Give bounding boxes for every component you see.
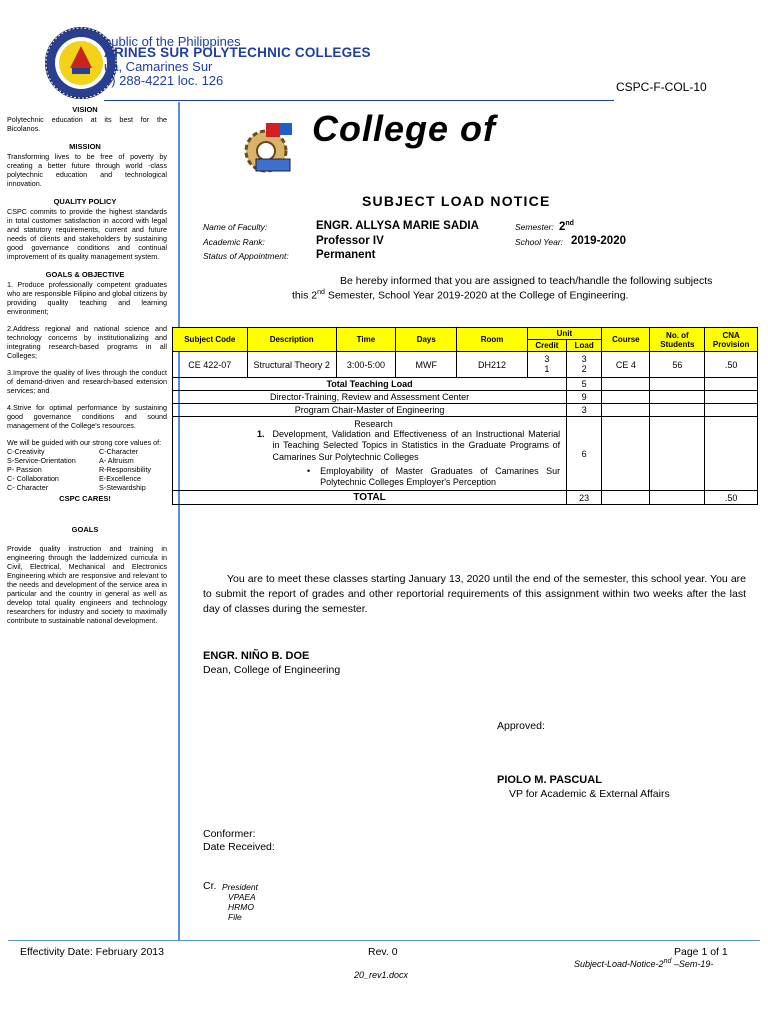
- chair-value: 3: [567, 404, 602, 417]
- total-teaching-value: 5: [567, 378, 602, 391]
- core-value: P- Passion: [7, 465, 42, 474]
- quality-policy-heading: QUALITY POLICY: [53, 197, 117, 206]
- faculty-label: Name of Faculty:: [203, 222, 268, 232]
- cell-load: 3 2: [567, 352, 602, 378]
- research-cell: [173, 417, 567, 491]
- core-value: S-Service-Orientation: [7, 456, 76, 465]
- file-name: Subject-Load-Notice-2nd –Sem-19-: [574, 958, 714, 969]
- appointment-status: Permanent: [316, 249, 376, 261]
- cell-room: DH212: [457, 352, 527, 378]
- effectivity-date: Effectivity Date: February 2013: [20, 946, 164, 958]
- cell-code: CE 422-07: [173, 352, 248, 378]
- rank-label: Academic Rank:: [203, 237, 265, 247]
- subject-load-table: [172, 327, 758, 505]
- cc-vpaea: VPAEA: [228, 892, 256, 902]
- sidebar-divider: [178, 102, 180, 940]
- vision-heading: VISION: [72, 105, 98, 114]
- goals-heading: GOALS: [71, 525, 99, 534]
- header-students: No. of Students: [650, 328, 705, 352]
- cc-president: President: [222, 882, 258, 892]
- school-year-value: 2019-2020: [571, 235, 626, 247]
- dean-title: Dean, College of Engineering: [203, 664, 341, 676]
- goal-4: 4.Strive for optimal performance by sustaining good governance conditions and sound management of the College's resources.: [7, 403, 167, 430]
- intro-line-1: Be hereby informed that you are assigned to teach/handle the following subjects: [340, 275, 713, 287]
- revision: Rev. 0: [368, 946, 398, 958]
- header-country: public of the Philippines: [104, 34, 241, 49]
- director-value: 9: [567, 391, 602, 404]
- intro-line-2: this 2nd Semester, School Year 2019-2020 at the College of Engineering.: [292, 289, 629, 302]
- goal-1: 1. Produce professionally competent graduates who are responsible Filipino and global citizens by providing quality teaching and learning environment;: [7, 280, 167, 316]
- goals-text: Provide quality instruction and training in engineering through the laddernized curricula in Civil, Electrical, Mechanical and Electronics Engineering which are responsive and relevant to the needs and development of the service area in particular and the country in general as well as develop total quality engineers and technology researchers for industry and society to maximally contribute to sustainable national development.: [7, 544, 167, 625]
- research-item-1: 1. Development, Validation and Effectiveness of an Instructional Material in Teaching Selected Topics in Statistics in the Graduate Programs of Camarines Sur Polytechnic Colleges: [257, 429, 561, 462]
- total-row: [173, 491, 758, 505]
- chair-row: [173, 404, 758, 417]
- core-value: C-Character: [99, 447, 139, 456]
- mission-text: Transforming lives to be free of poverty by creating a better future through world -class polytechnic education and technological innovation.: [7, 152, 167, 188]
- mission-heading: MISSION: [69, 142, 101, 151]
- header-time: Time: [336, 328, 395, 352]
- goal-3: 3.Improve the quality of lives through the conduct of demand-driven and research-based extension services; and: [7, 368, 167, 395]
- director-label: Director-Training, Review and Assessment Center: [173, 391, 567, 404]
- footer-divider: [8, 940, 760, 941]
- cspc-cares: CSPC CARES!: [59, 494, 111, 503]
- header-divider: [104, 100, 614, 101]
- header-school-name: ARINES SUR POLYTECHNIC COLLEGES: [104, 45, 371, 60]
- core-value: E-Excellence: [99, 474, 141, 483]
- form-code: CSPC-F-COL-10: [616, 80, 707, 94]
- core-values-intro: We will be guided with our strong core values of:: [7, 438, 162, 447]
- chair-label: Program Chair-Master of Engineering: [173, 404, 567, 417]
- vision-text: Polytechnic education at its best for the Bicolanos.: [7, 115, 167, 133]
- core-value: C-Creativity: [7, 447, 45, 456]
- vp-title: VP for Academic & External Affairs: [509, 788, 670, 800]
- header-cna: CNA Provision: [705, 328, 758, 352]
- cell-students: 56: [650, 352, 705, 378]
- header-days: Days: [396, 328, 457, 352]
- header-subject-code: Subject Code: [173, 328, 248, 352]
- header-load: Load: [567, 340, 602, 352]
- status-label: Status of Appointment:: [203, 251, 289, 261]
- core-values-list: [0, 447, 170, 492]
- total-teaching-row: [173, 378, 758, 391]
- table-row: [173, 352, 758, 378]
- header-course: Course: [602, 328, 650, 352]
- sidebar-vmgo: [0, 103, 170, 943]
- semester-value: 2nd: [559, 220, 574, 233]
- dean-name: ENGR. NIÑO B. DOE: [203, 650, 310, 662]
- quality-policy-text: CSPC commits to provide the highest standards in total customer satisfaction in accord with legal and statutory requirements, current and future needs of clients and stakeholders by sustaining good governance conditions and continual improvement of its quality management system.: [7, 207, 167, 261]
- faculty-name: ENGR. ALLYSA MARIE SADIA: [316, 220, 479, 232]
- core-value: R-Responsibility: [99, 465, 151, 474]
- document-title: SUBJECT LOAD NOTICE: [362, 193, 551, 209]
- academic-rank: Professor IV: [316, 235, 384, 247]
- table-header-row: [173, 328, 758, 340]
- header-unit: Unit: [527, 328, 602, 340]
- file-name-cont: 20_rev1.docx: [354, 970, 409, 980]
- cc-file: File: [228, 912, 242, 922]
- header-description: Description: [247, 328, 336, 352]
- semester-label: Semester:: [515, 222, 554, 232]
- research-value: 6: [567, 417, 602, 491]
- research-item-2: • Employability of Master Graduates of Camarines Sur Polytechnic Colleges Employer's Perception: [307, 465, 561, 487]
- cell-description: Structural Theory 2: [247, 352, 336, 378]
- cell-days: MWF: [396, 352, 457, 378]
- cell-course: CE 4: [602, 352, 650, 378]
- research-label: Research: [354, 419, 393, 429]
- coe-logo: [236, 115, 306, 175]
- vp-name: PIOLO M. PASCUAL: [497, 774, 602, 786]
- header-credit: Credit: [527, 340, 566, 352]
- core-value: C- Collaboration: [7, 474, 59, 483]
- total-teaching-label: Total Teaching Load: [173, 378, 567, 391]
- research-row: [173, 417, 758, 491]
- core-value: S-Stewardship: [99, 483, 146, 492]
- college-title: College of: [312, 108, 497, 149]
- goals-objective-heading: GOALS & OBJECTIVE: [45, 270, 125, 279]
- core-value: A- Altruism: [99, 456, 134, 465]
- conformer-label: Conformer:: [203, 828, 256, 840]
- cell-time: 3:00-5:00: [336, 352, 395, 378]
- instructions-paragraph: You are to meet these classes starting January 13, 2020 until the end of the semester, this school year. You are to submit the report of grades and other reportorial requirements of this assignment within two weeks after the last day of classes during the semester.: [203, 573, 746, 615]
- date-received-label: Date Received:: [203, 841, 275, 853]
- cell-credit: 3 1: [527, 352, 566, 378]
- director-row: [173, 391, 758, 404]
- page-number: Page 1 of 1: [674, 946, 728, 958]
- cc-label: Cr.: [203, 880, 217, 892]
- header-address: ua, Camarines Sur: [104, 59, 213, 74]
- total-cna: .50: [705, 491, 758, 505]
- core-value: C- Character: [7, 483, 49, 492]
- cc-hrmo: HRMO: [228, 902, 254, 912]
- header-phone: 4) 288-4221 loc. 126: [104, 73, 224, 88]
- total-label: TOTAL: [173, 491, 567, 505]
- goal-2: 2.Address regional and national science and technology concerns by institutionalizing and integrating research-based programs in all Colleges;: [7, 324, 167, 360]
- cell-cna: .50: [705, 352, 758, 378]
- approved-label: Approved:: [497, 720, 545, 732]
- total-value: 23: [567, 491, 602, 505]
- header-room: Room: [457, 328, 527, 352]
- school-year-label: School Year:: [515, 237, 564, 247]
